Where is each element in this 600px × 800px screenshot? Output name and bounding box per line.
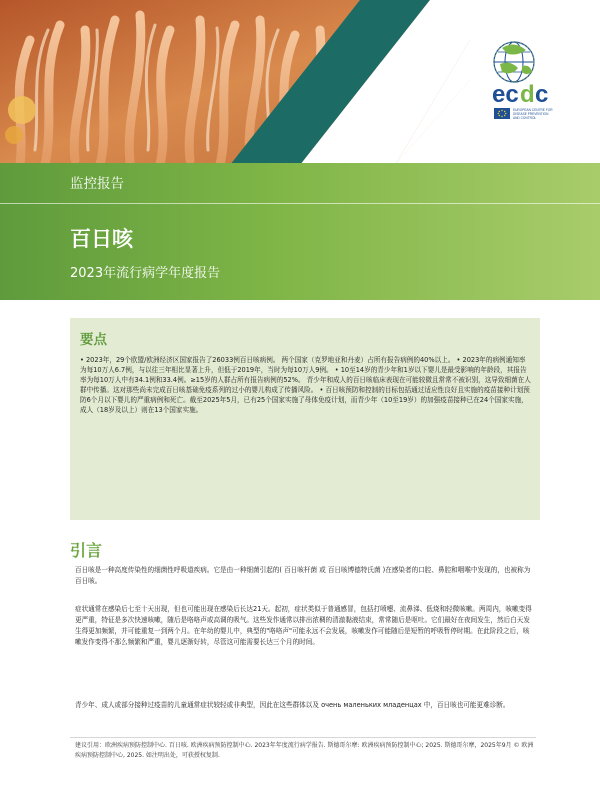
key-points-text: • 2023年，29个欧盟/欧洲经济区国家报告了26033例百日咳病例。 两个国家（克罗地亚和丹麦）占所有报告病例的40%以上。 • 2023年的病例通知率为每10万人6.7例，与以往三年相比显著上升，但低于2019年，当时为每10万人9例。 • 10至14岁的青少年和1岁以下婴儿是最受影响的年龄段，其报告率为每10万人中有34.1例和33.4例。≥15岁的人群占所有报告病例的52%。 青少年和成人的百日咳临床表现在可能较微且常常不被识别，这导致细菌在人群中传播。这对那些尚未完成百日咳基础免疫系列的过小的婴儿构成了传播风险。 • 百日咳预防和控制的目标包括通过适应性良好且实施的疫苗接种计划预防6个月以下婴儿的严重病例和死亡。截至2025年5月，已有25个国家实施了母体免疫计划，而青少年（10至19岁）的加强疫苗接种已在24个国家实施，成人（18岁及以上）则在13个国家实施。 (80, 356, 531, 414)
ecdc-logo (478, 30, 578, 130)
intro-paragraph-2: 症状通常在感染后七至十天出现，但也可能出现在感染后长达21天。起初，症状类似于普通感冒，包括打喷嚏、流鼻涕、低烧和轻微咳嗽。两周内，咳嗽变得更严重，特征是多次快速咳嗽，随后是咯咯声或高调的吸气。这些发作通常以排出浓稠的清澈黏液结束，常常随后是呕吐。它们最好在夜间发生，然后白天发生得更加频繁，并可能重复一到两个月。在年幼的婴儿中，典型的"咯咯声"可能永远不会发展，咳嗽发作可能随后是短暂的呼吸暂停时期。在此阶段之后，咳嗽发作变得不那么频繁和严重，婴儿逐渐好转，尽管这可能需要长达三个月的时间。 (75, 605, 532, 646)
key-points-box (70, 318, 540, 520)
citation-text: 建议引用：欧洲疾病预防控制中心. 百日咳. 欧洲疾病预防控制中心. 2023年年度流行病学报告. 斯德哥尔摩: 欧洲疾病预防控制中心; 2025. 斯德哥尔摩，2025年9月 © 欧洲疾病预防控制中心, 2025. 如注明出处，可获授权复制. (75, 742, 534, 759)
key-points-heading: 要点 (80, 332, 107, 348)
report-type-label: 监控报告 (70, 176, 124, 192)
page-title: 百日咳 (70, 227, 133, 251)
intro-paragraph-1: 百日咳是一种高度传染性的细菌性呼吸道疾病。它是由一种细菌引起的( 百日咳杆菌 或 百日咳博德特氏菌 )在感染者的口腔、鼻腔和咽喉中发现的，也被称为百日咳。 (75, 566, 531, 585)
svg-text:c: c (535, 81, 549, 108)
title-band (0, 163, 600, 300)
svg-text:EUROPEAN CENTRE FOR: EUROPEAN CENTRE FOR (513, 108, 553, 112)
ecdc-logo-mark (478, 30, 578, 130)
svg-text:AND CONTROL: AND CONTROL (513, 116, 537, 120)
intro-paragraph-3: 青少年、成人或部分接种过疫苗的儿童通常症状较轻或非典型，因此在这些群体以及 очень маленьких младенцах 中，百日咳也可能更难诊断。 (75, 701, 510, 709)
intro-heading: 引言 (70, 541, 103, 560)
svg-text:DISEASE PREVENTION: DISEASE PREVENTION (513, 112, 549, 116)
svg-text:d: d (520, 81, 535, 108)
cover-header (0, 0, 600, 165)
citation-divider (70, 737, 536, 738)
band-divider (0, 203, 600, 204)
page-subtitle: 2023年流行病学年度报告 (70, 266, 221, 281)
svg-text:ec: ec (492, 81, 519, 108)
